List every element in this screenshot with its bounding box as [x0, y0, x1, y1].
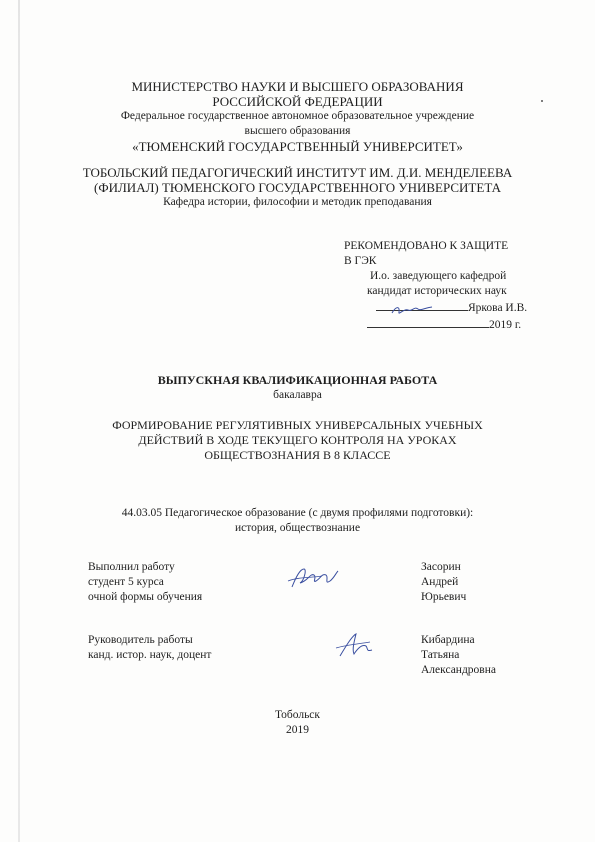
student-surname: Засорин [421, 561, 461, 573]
approval-line-2: В ГЭК [344, 255, 377, 267]
supervisor-patronymic: Александровна [421, 664, 496, 676]
supervisor-name [421, 633, 496, 678]
topic-line-2: ДЕЙСТВИЙ В ХОДЕ ТЕКУЩЕГО КОНТРОЛЯ НА УРОКАХ [138, 433, 457, 447]
supervisor-surname: Кибардина [421, 634, 475, 646]
approval-degree: кандидат исторических наук [367, 285, 507, 297]
work-type [0, 373, 595, 403]
student-role [88, 560, 202, 605]
student-name [421, 560, 466, 605]
student-signature [286, 563, 344, 593]
work-title: ВЫПУСКНАЯ КВАЛИФИКАЦИОННАЯ РАБОТА [157, 373, 438, 387]
supervisor-first-name: Татьяна [421, 649, 460, 661]
approval-year: 2019 г. [489, 319, 522, 331]
city: Тобольск [274, 709, 321, 721]
student-role-line-1: Выполнил работу [88, 561, 175, 573]
student-first-name: Андрей [421, 576, 459, 588]
institution-type-line-2: высшего образования [244, 125, 351, 137]
institute-line-1: ТОБОЛЬСКИЙ ПЕДАГОГИЧЕСКИЙ ИНСТИТУТ ИМ. Д.И. МЕНДЕЛЕЕВА [82, 165, 513, 180]
approval-position: И.о. заведующего кафедрой [370, 270, 507, 282]
supervisor-role [88, 633, 211, 663]
supervisor-signature [332, 630, 378, 660]
institute-line-2: (ФИЛИАЛ) ТЮМЕНСКОГО ГОСУДАРСТВЕННОГО УНИВЕРСИТЕТА [94, 180, 501, 195]
topic-line-3: ОБЩЕСТВОЗНАНИЯ В 8 КЛАССЕ [204, 448, 391, 462]
topic-line-1: ФОРМИРОВАНИЕ РЕГУЛЯТИВНЫХ УНИВЕРСАЛЬНЫХ УЧЕБНЫХ [112, 418, 483, 432]
ministry-line-1: МИНИСТЕРСТВО НАУКИ И ВЫСШЕГО ОБРАЗОВАНИЯ [131, 79, 464, 94]
year: 2019 [286, 724, 309, 736]
specialty [0, 506, 595, 536]
supervisor-role-line-1: Руководитель работы [88, 634, 193, 646]
approval-date-line [344, 316, 527, 333]
ministry-header [0, 79, 595, 154]
approval-block [344, 239, 527, 333]
student-role-line-3: очной формы обучения [88, 591, 203, 603]
specialty-line-2: история, обществознание [234, 522, 361, 534]
student-role-line-2: студент 5 курса [88, 576, 164, 588]
specialty-line-1: 44.03.05 Педагогическое образование (с двумя профилями подготовки): [121, 507, 474, 519]
institution-type-line-1: Федеральное государственное автономное образовательное учреждение [120, 110, 475, 122]
thesis-topic [0, 418, 595, 463]
work-level: бакалавра [273, 389, 322, 401]
supervisor-role-line-2: канд. истор. наук, доцент [88, 649, 212, 661]
head-signature [388, 302, 438, 318]
ministry-line-2: РОССИЙСКОЙ ФЕДЕРАЦИИ [212, 94, 383, 109]
student-patronymic: Юрьевич [421, 591, 467, 603]
institute-header [0, 165, 595, 210]
place-and-year [0, 708, 595, 738]
approval-name: Яркова И.В. [468, 302, 528, 314]
university-name: «ТЮМЕНСКИЙ ГОСУДАРСТВЕННЫЙ УНИВЕРСИТЕТ» [132, 139, 463, 154]
department-name: Кафедра истории, философии и методик преподавания [163, 196, 432, 208]
approval-line-1: РЕКОМЕНДОВАНО К ЗАЩИТЕ [344, 240, 509, 252]
